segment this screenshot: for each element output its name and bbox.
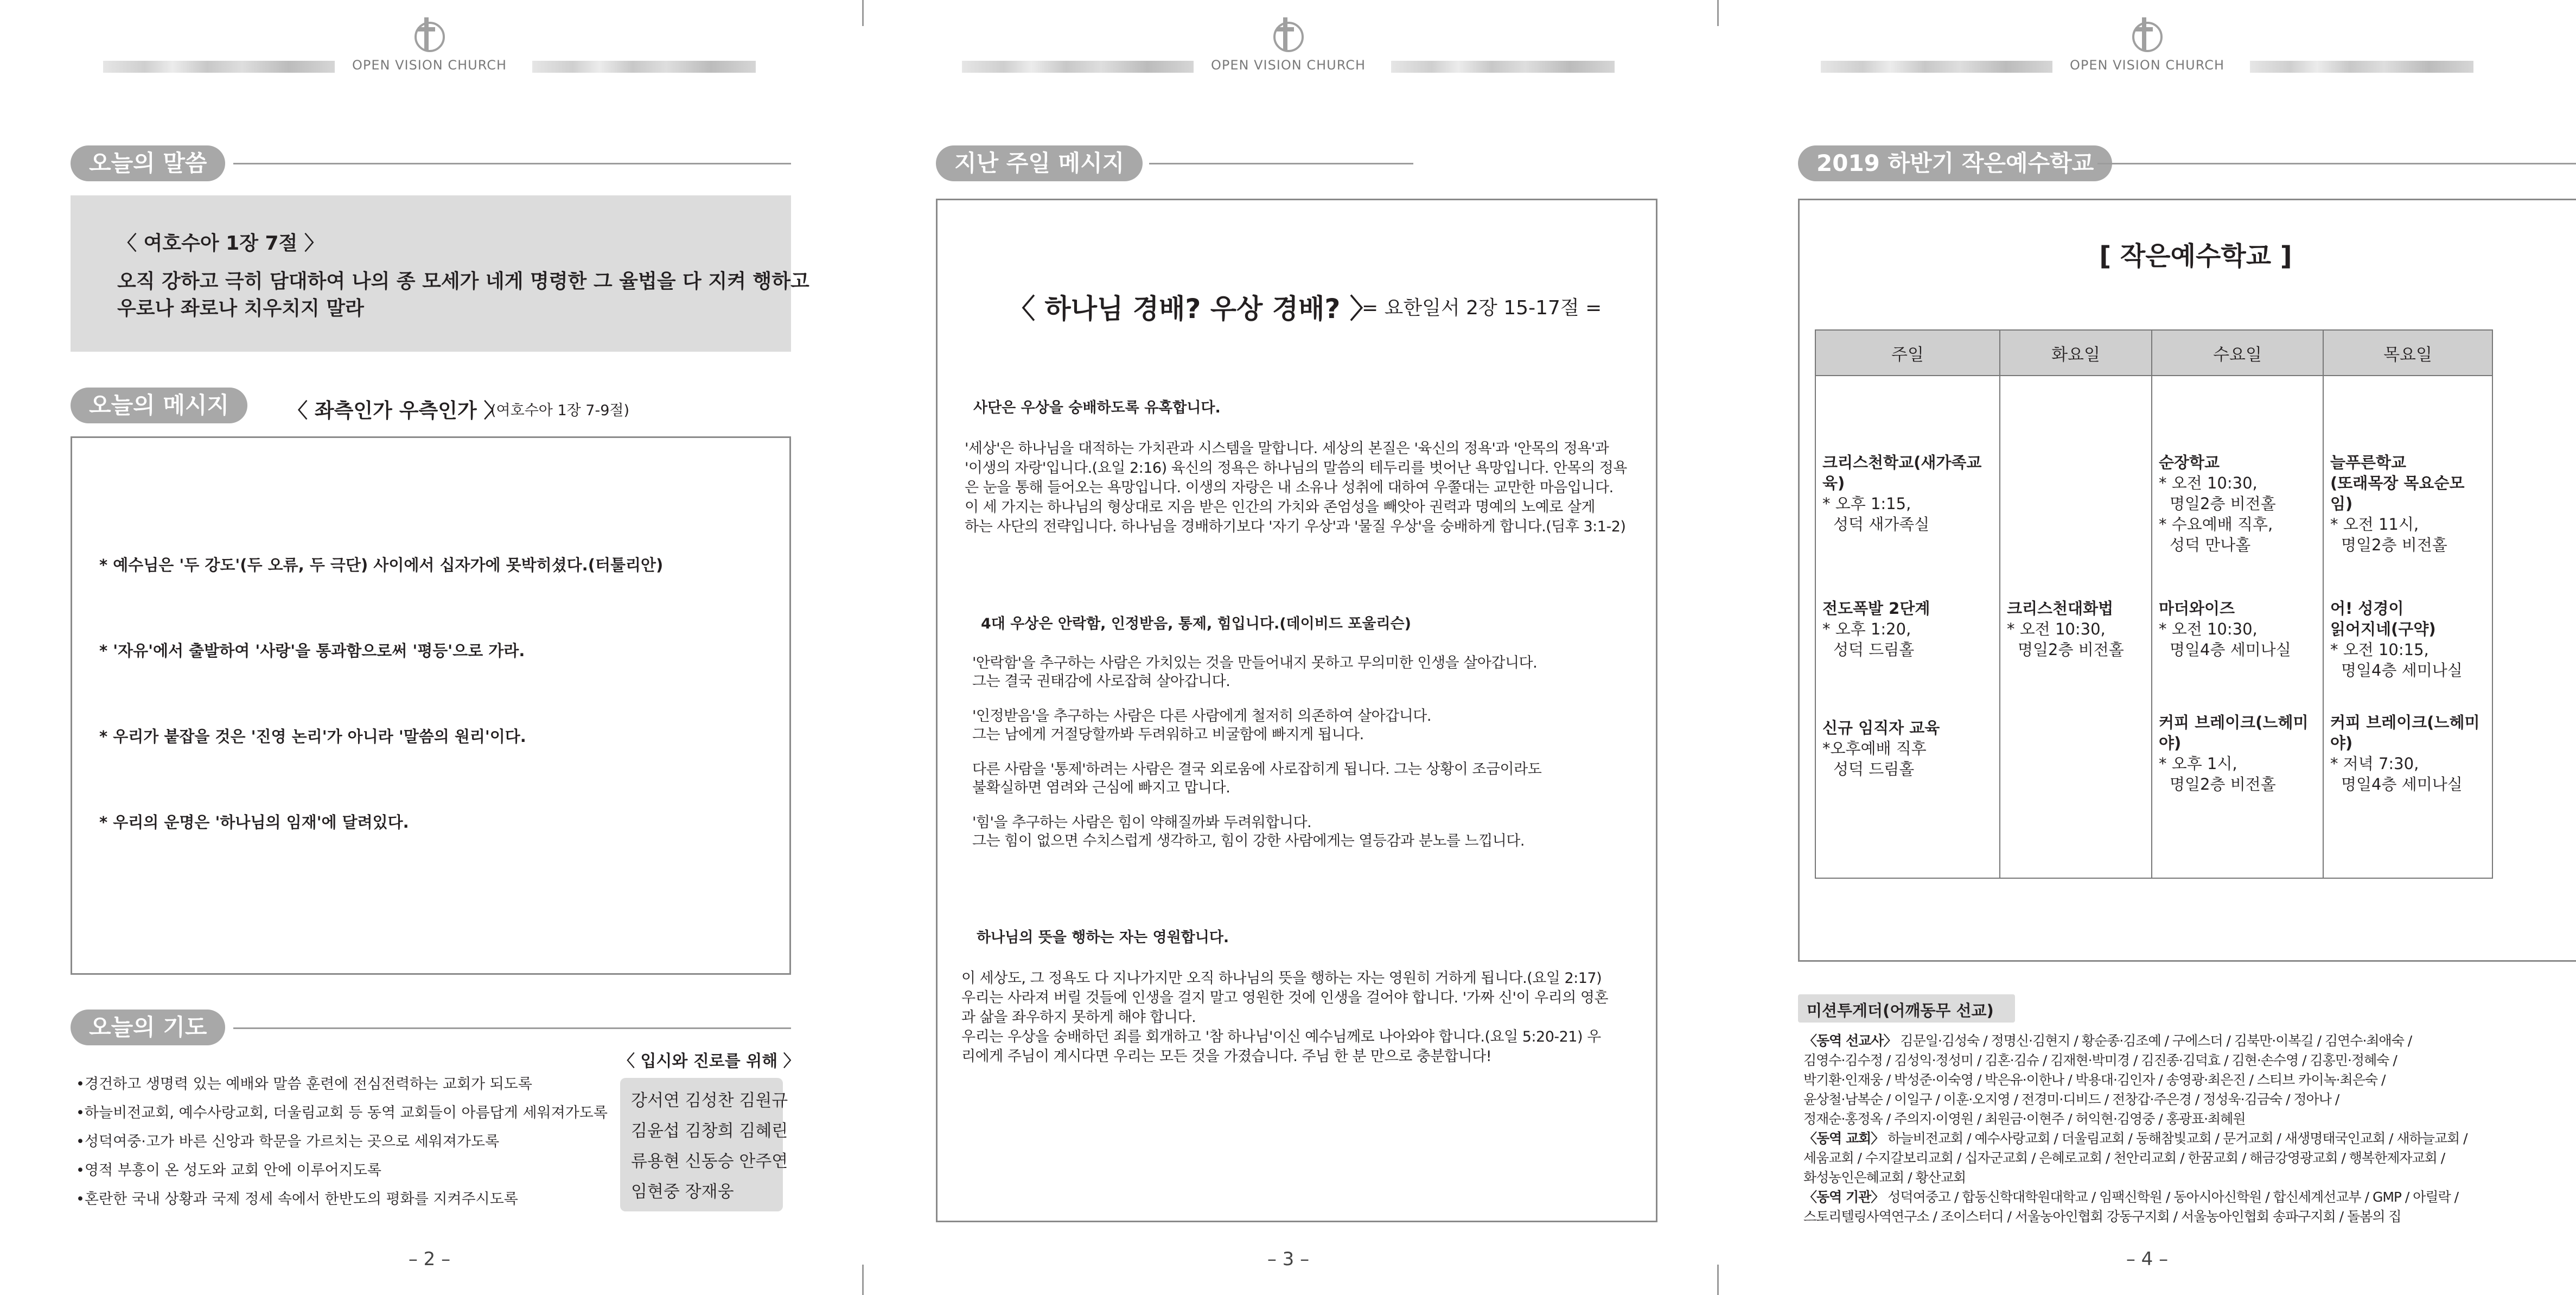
class-detail: 성덕 새가족실 bbox=[1833, 515, 1930, 534]
message-section-title: 오늘의 메시지 bbox=[71, 388, 247, 423]
mission-label: 〈동역 기관〉 bbox=[1803, 1189, 1884, 1205]
mission-line bbox=[1803, 1148, 2467, 1168]
word-box bbox=[71, 195, 809, 352]
table-row bbox=[1815, 598, 2492, 712]
mission-text: 하늘비전교회 / 예수사랑교회 / 더울림교회 / 동해참빛교회 / 문거교회 / 새생명태국인교회 / 새하늘교회 / bbox=[1888, 1131, 2467, 1146]
table-cell bbox=[2152, 712, 2323, 878]
message-point: * 예수님은 '두 강도'(두 오류, 두 극단) 사이에서 십자가에 못박히셨다.(터툴리안) bbox=[99, 556, 664, 574]
message-box bbox=[71, 436, 791, 975]
column-header: 목요일 bbox=[2323, 330, 2492, 376]
school-section-title: 2019 하반기 작은예수학교 bbox=[1798, 145, 2112, 181]
text-line: '안락함'을 추구하는 사람은 가치있는 것을 만들어내지 못하고 무의미한 인생을 살아갑니다. bbox=[972, 655, 1538, 671]
section-rule bbox=[233, 1027, 791, 1029]
table-row bbox=[1815, 712, 2492, 878]
text-line: 하는 사단의 전략입니다. 하나님을 경배하기보다 '자기 우상'과 '물질 우상'을 숭배하게 합니다.(딤후 3:1-2) bbox=[965, 518, 1626, 535]
word-section-title: 오늘의 말씀 bbox=[71, 145, 225, 181]
class-detail: * 오후 1:15, bbox=[1822, 494, 1911, 513]
mission-title-text: 미션투게더(어깨동무 선교) bbox=[1807, 1001, 1994, 1020]
text-line: 리에게 주님이 계시다면 우리는 모든 것을 가졌습니다. 주님 한 분 만으로 충분합니다! bbox=[961, 1048, 1492, 1065]
text-line: 그는 힘이 없으면 수치스럽게 생각하고, 힘이 강한 사람에게는 열등감과 분노를 느낍니다. bbox=[972, 833, 1525, 849]
table-cell bbox=[2000, 376, 2152, 598]
message-point: * '자유'에서 출발하여 '사랑'을 통과함으로써 '평등'으로 가라. bbox=[99, 642, 525, 660]
church-name: OPEN VISION CHURCH bbox=[2069, 58, 2225, 73]
table-cell bbox=[2323, 712, 2492, 878]
text-line: 그는 남에게 거절당할까봐 두려워하고 비굴함에 빠지게 됩니다. bbox=[972, 726, 1364, 743]
page-3 bbox=[859, 0, 1718, 1295]
mission-text: 스토리텔링사역연구소 / 조이스터디 / 서울농아인협회 강동구지회 / 서울농아인협회 송파구지회 / 돌봄의 집 bbox=[1803, 1209, 2401, 1224]
text-line: 이 세 가지는 하나님의 형상대로 지음 받은 인간의 가치와 존엄성을 빼앗아 권력과 명예의 노예로 살게 bbox=[965, 499, 1596, 516]
mission-line bbox=[1803, 1090, 2467, 1109]
text-line: 불확실하면 염려와 근심에 빠지고 맙니다. bbox=[972, 779, 1230, 796]
mission-text: 정재순·홍정옥 / 주의지·이영원 / 최원금·이현주 / 허익현·김영중 / 홍광표·최혜원 bbox=[1803, 1111, 2246, 1127]
block-text bbox=[965, 439, 1627, 537]
text-line: 그는 결국 권태감에 사로잡혀 살아갑니다. bbox=[972, 673, 1230, 690]
table-cell bbox=[2000, 712, 2152, 878]
church-name: OPEN VISION CHURCH bbox=[1210, 58, 1366, 73]
class-title: 커피 브레이크(느헤미야) bbox=[2330, 713, 2480, 752]
mission-text: 성덕여중고 / 합동신학대학원대학교 / 임팩신학원 / 동아시아신학원 / 합신세계선교부 / GMP / 아릴락 / bbox=[1888, 1189, 2459, 1205]
table-cell bbox=[2323, 376, 2492, 598]
prayer-section-title: 오늘의 기도 bbox=[71, 1010, 225, 1045]
message-point: * 우리의 운명은 '하나님의 임재'에 달려있다. bbox=[99, 813, 409, 831]
class-detail: * 오후 1시, bbox=[2159, 754, 2237, 773]
mission-text: 세움교회 / 수지갈보리교회 / 십자군교회 / 은혜로교회 / 천안리교회 / 한꿈교회 / 해금강영광교회 / 행복한제자교회 / bbox=[1803, 1150, 2445, 1166]
mission-list bbox=[1803, 1031, 2467, 1227]
class-title: 늘푸른학교 bbox=[2330, 453, 2407, 472]
class-detail: * 오전 11시, bbox=[2330, 515, 2419, 534]
text-line: 과 삶을 좌우하지 못하게 해야 합니다. bbox=[961, 1009, 1196, 1026]
mission-text: 화성농인은혜교회 / 황산교회 bbox=[1803, 1170, 1966, 1185]
church-name: OPEN VISION CHURCH bbox=[352, 58, 507, 73]
table-header-row bbox=[1815, 330, 2492, 376]
block-heading: 하나님의 뜻을 행하는 자는 영원합니다. bbox=[977, 929, 1229, 946]
admission-names: 강서연 김성찬 김원규 bbox=[631, 1091, 788, 1110]
message-subject: 〈 좌측인가 우측인가 〉 bbox=[288, 399, 504, 422]
message-reference: (여호수아 1장 7-9절) bbox=[490, 402, 630, 419]
sermon-box bbox=[936, 199, 1657, 1222]
block-heading: 4대 우상은 안락함, 인정받음, 통제, 힘입니다.(데이비드 포울리슨) bbox=[981, 615, 1411, 632]
class-detail: * 오전 10:30, bbox=[2159, 474, 2258, 492]
mission-text: 김문일·김성숙 / 정명신·김현지 / 황순종·김조예 / 구에스더 / 김북만·이복길 / 김연수·최애숙 / bbox=[1900, 1033, 2412, 1049]
header-bar bbox=[1391, 61, 1615, 73]
class-title: 어! 성경이 bbox=[2330, 599, 2404, 618]
class-detail: 명일4층 세미나실 bbox=[2341, 661, 2463, 680]
text-line: '인정받음'을 추구하는 사람은 다른 사람에게 철저히 의존하여 살아갑니다. bbox=[972, 708, 1431, 725]
sermon-reference: = 요한일서 2장 15-17절 = bbox=[1362, 297, 1602, 319]
mission-line bbox=[1803, 1109, 2467, 1129]
class-detail: * 오전 10:30, bbox=[2007, 620, 2106, 638]
sermon-title: 〈 하나님 경배? 우상 경배? 〉 bbox=[1008, 293, 1377, 325]
page-header bbox=[859, 15, 1718, 75]
class-title: 크리스천대화법 bbox=[2007, 599, 2114, 618]
mission-line bbox=[1803, 1188, 2467, 1207]
class-detail: *오후예배 직후 bbox=[1822, 739, 1927, 758]
class-detail: 명일4층 세미나실 bbox=[2170, 640, 2291, 659]
class-detail: 명일2층 비전홀 bbox=[2170, 775, 2276, 793]
table-cell bbox=[1815, 712, 2000, 878]
school-title: [ 작은예수학교 ] bbox=[2099, 241, 2292, 271]
mission-line bbox=[1803, 1051, 2467, 1070]
message-point: * 우리가 붙잡을 것은 '진영 논리'가 아니라 '말씀의 원리'이다. bbox=[99, 727, 526, 746]
text-line: '이생의 자랑'입니다.(요일 2:16) 육신의 정욕은 하나님의 말씀의 테두리를 벗어난 욕망입니다. 안목의 정욕 bbox=[965, 460, 1627, 477]
page-2 bbox=[0, 0, 859, 1295]
word-line: 우로나 좌로나 치우치지 말라 bbox=[117, 297, 364, 320]
class-title: 크리스천학교(새가족교육) bbox=[1822, 453, 1982, 492]
table-cell bbox=[2152, 376, 2323, 598]
sermon-section-title: 지난 주일 메시지 bbox=[936, 145, 1143, 181]
schedule-table bbox=[1815, 329, 2493, 879]
mission-title bbox=[1798, 994, 2015, 1023]
mission-label: 〈동역 선교사〉 bbox=[1803, 1033, 1897, 1049]
cross-logo-icon bbox=[408, 15, 451, 56]
text-line: 우리는 사라져 버릴 것들에 인생을 걸지 말고 영원한 것에 인생을 걸어야 합니다. '가짜 신'이 우리의 영혼 bbox=[961, 989, 1609, 1006]
section-rule bbox=[233, 163, 791, 164]
mission-line bbox=[1803, 1207, 2467, 1227]
table-cell bbox=[1815, 598, 2000, 712]
word-line: 오직 강하고 극히 담대하여 나의 종 모세가 네게 명령한 그 율법을 다 지켜 행하고 bbox=[117, 270, 809, 293]
mission-text: 윤상철·남복순 / 이일구 / 이훈·오지영 / 전경미·디비드 / 전창갑·주은경 / 정성욱·김금숙 / 정아나 / bbox=[1803, 1091, 2339, 1107]
class-detail: 명일2층 비전홀 bbox=[2341, 536, 2447, 554]
text-line: 은 눈을 통해 들어오는 욕망입니다. 이생의 자랑은 내 소유나 성취에 대하여 우쭐대는 교만한 마음입니다. bbox=[965, 479, 1614, 496]
class-detail: * 오전 10:15, bbox=[2330, 640, 2429, 659]
page-header bbox=[1718, 15, 2576, 75]
class-detail: 명일2층 비전홀 bbox=[2170, 494, 2276, 513]
admission-names: 류용현 신동승 안주연 bbox=[631, 1152, 788, 1171]
class-detail: 명일2층 비전홀 bbox=[2018, 640, 2124, 659]
page-header bbox=[0, 15, 859, 75]
class-detail: * 오후 1:20, bbox=[1822, 620, 1911, 638]
mission-line bbox=[1803, 1168, 2467, 1188]
block-heading: 사단은 우상을 숭배하도록 유혹합니다. bbox=[973, 399, 1221, 416]
page-number: – 3 – bbox=[1267, 1248, 1310, 1270]
class-detail: * 오전 10:30, bbox=[2159, 620, 2258, 638]
class-title: 순장학교 bbox=[2159, 453, 2220, 472]
prayer-item: •경건하고 생명력 있는 예배와 말씀 훈련에 전심전력하는 교회가 되도록 bbox=[76, 1076, 532, 1093]
school-box bbox=[1798, 199, 2576, 962]
class-detail: 성덕 드림홀 bbox=[1833, 760, 1915, 778]
class-title: 전도폭발 2단계 bbox=[1822, 599, 1930, 618]
admission-names: 임현중 장재웅 bbox=[631, 1182, 734, 1202]
mission-text: 박기환·인재웅 / 박성준·이숙영 / 박은유·이한나 / 박용대·김인자 / 송영광·최은진 / 스티브 카이녹·최은숙 / bbox=[1803, 1072, 2386, 1088]
section-rule bbox=[1149, 163, 1413, 164]
mission-text: 김영수·김수정 / 김성익·정성미 / 김혼·김슈 / 김재현·박미경 / 김진종·김덕효 / 김현·손수영 / 김홍민·정혜숙 / bbox=[1803, 1052, 2397, 1068]
class-title: 마더와이즈 bbox=[2159, 599, 2235, 618]
text-line: '세상'은 하나님을 대적하는 가치관과 시스템을 말합니다. 세상의 본질은 '육신의 정욕'과 '안목의 정욕'과 bbox=[965, 440, 1609, 457]
table-cell bbox=[2323, 598, 2492, 712]
class-detail: * 수요예배 직후, bbox=[2159, 515, 2273, 534]
mission-line bbox=[1803, 1031, 2467, 1051]
page-4 bbox=[1718, 0, 2576, 1295]
block-text bbox=[961, 969, 1608, 1067]
admission-names-box bbox=[620, 1078, 788, 1211]
text-line: 이 세상도, 그 정욕도 다 지나가지만 오직 하나님의 뜻을 행하는 자는 영원히 거하게 됩니다.(요일 2:17) bbox=[961, 970, 1602, 987]
prayer-item: •혼란한 국내 상황과 국제 정세 속에서 한반도의 평화를 지켜주시도록 bbox=[76, 1191, 518, 1208]
block-text bbox=[972, 654, 1541, 850]
cross-logo-icon bbox=[1267, 15, 1310, 56]
class-detail: 명일4층 세미나실 bbox=[2341, 775, 2463, 793]
text-line: 우리는 우상을 숭배하던 죄를 회개하고 '참 하나님'이신 예수님께로 나아와야 합니다.(요일 5:20-21) 우 bbox=[961, 1029, 1601, 1045]
prayer-item: •성덕여중·고가 바른 신앙과 학문을 가르치는 곳으로 세워져가도록 bbox=[76, 1133, 500, 1150]
class-detail: 성덕 드림홀 bbox=[1833, 640, 1915, 659]
class-subtitle: (또래목장 목요순모임) bbox=[2330, 474, 2465, 513]
mission-line bbox=[1803, 1129, 2467, 1148]
column-header: 수요일 bbox=[2152, 330, 2323, 376]
page-number: – 2 – bbox=[408, 1248, 451, 1270]
cross-logo-icon bbox=[2126, 15, 2169, 56]
class-title: 신규 임직자 교육 bbox=[1822, 719, 1940, 737]
section-rule bbox=[2097, 163, 2576, 164]
mission-label: 〈동역 교회〉 bbox=[1803, 1131, 1884, 1146]
page-number: – 4 – bbox=[2126, 1248, 2169, 1270]
column-header: 화요일 bbox=[2000, 330, 2152, 376]
class-detail: * 저녁 7:30, bbox=[2330, 754, 2419, 773]
table-cell bbox=[2152, 598, 2323, 712]
admission-title: 〈 입시와 진로를 위해 〉 bbox=[619, 1052, 800, 1071]
header-bar bbox=[532, 61, 756, 73]
text-line: 다른 사람을 '통제'하려는 사람은 결국 외로움에 사로잡히게 됩니다. 그는 상황이 조금이라도 bbox=[972, 761, 1542, 778]
mission-line bbox=[1803, 1070, 2467, 1090]
header-bar bbox=[2250, 61, 2473, 73]
word-reference: 〈 여호수아 1장 7절 〉 bbox=[117, 232, 324, 255]
class-title: 커피 브레이크(느헤미야) bbox=[2159, 713, 2309, 752]
table-cell bbox=[2000, 598, 2152, 712]
table-cell bbox=[1815, 376, 2000, 598]
class-detail: 성덕 만나홀 bbox=[2170, 536, 2251, 554]
column-header: 주일 bbox=[1815, 330, 2000, 376]
prayer-item: •하늘비전교회, 예수사랑교회, 더울림교회 등 동역 교회들이 아름답게 세워져가도록 bbox=[76, 1104, 608, 1121]
admission-names: 김윤섭 김창희 김혜린 bbox=[631, 1121, 788, 1141]
table-row bbox=[1815, 376, 2492, 598]
class-subtitle: 읽어지네(구약) bbox=[2330, 620, 2436, 638]
text-line: '힘'을 추구하는 사람은 힘이 약해질까봐 두려워합니다. bbox=[972, 814, 1312, 831]
prayer-item: •영적 부흥이 온 성도와 교회 안에 이루어지도록 bbox=[76, 1162, 381, 1179]
